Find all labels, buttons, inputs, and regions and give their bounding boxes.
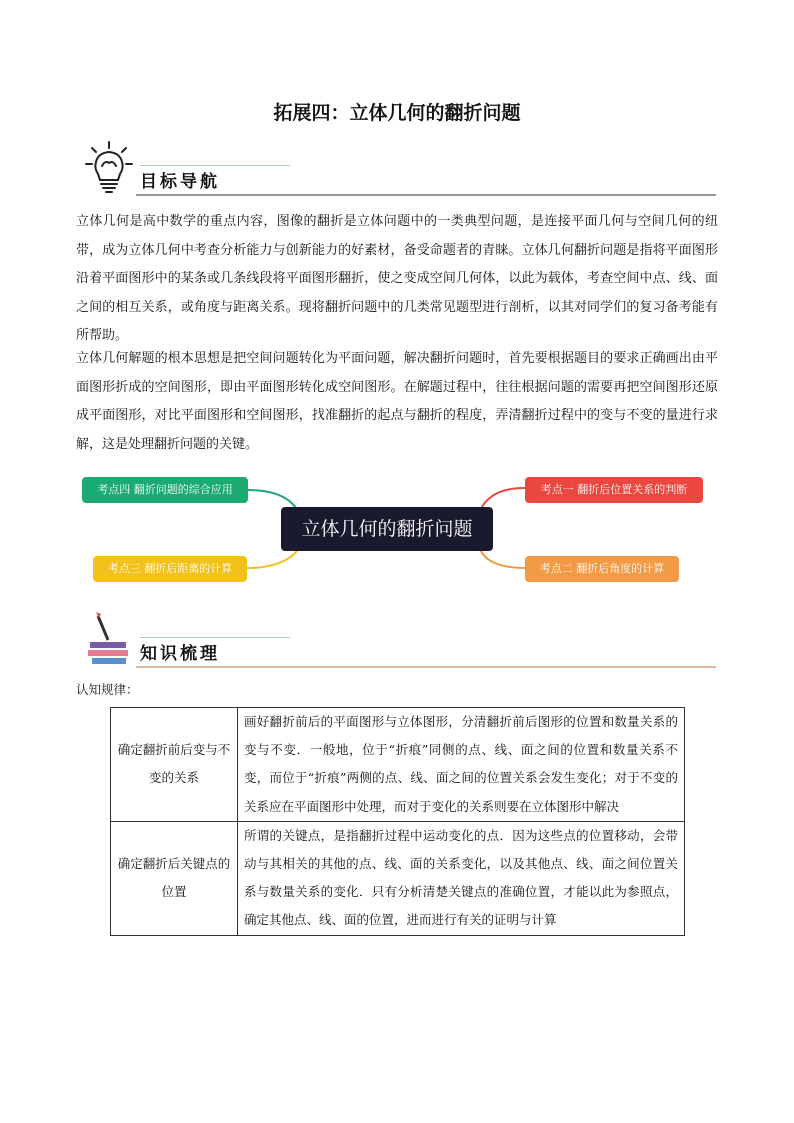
mindmap bbox=[0, 470, 794, 600]
lightbulb-brain-icon bbox=[84, 140, 134, 198]
mindmap-center: 立体几何的翻折问题 bbox=[281, 507, 493, 551]
mindmap-node-3: 考点三 翻折后距离的计算 bbox=[93, 556, 247, 582]
section-title-knowledge: 知识梳理 bbox=[140, 644, 220, 664]
header-accent-line bbox=[140, 165, 290, 166]
header-divider bbox=[136, 666, 716, 668]
table-row-head: 确定翻折后关键点的位置 bbox=[111, 821, 238, 935]
section-header-knowledge bbox=[76, 612, 716, 672]
mindmap-node-1: 考点一 翻折后位置关系的判断 bbox=[525, 477, 703, 503]
section-header-goals bbox=[76, 140, 716, 200]
table-row bbox=[111, 708, 685, 822]
header-divider bbox=[136, 194, 716, 196]
page-title: 拓展四：立体几何的翻折问题 bbox=[273, 102, 521, 124]
table-row-content: 所谓的关键点，是指翻折过程中运动变化的点．因为这些点的位置移动，会带动与其相关的其他的点、线、面的关系变化，以及其他点、线、面之间位置关系与数量关系的变化．只有分析清楚关键点的准确位置，才能以此为参照点，确定其他点、线、面的位置，进而进行有关的证明与计算 bbox=[238, 821, 685, 935]
knowledge-table bbox=[110, 707, 685, 936]
cognitive-rules-label: 认知规律： bbox=[76, 682, 139, 697]
mindmap-node-4: 考点四 翻折问题的综合应用 bbox=[82, 477, 248, 503]
mindmap-node-2: 考点二 翻折后角度的计算 bbox=[525, 556, 679, 582]
books-icon bbox=[84, 612, 134, 666]
table-row bbox=[111, 821, 685, 935]
section-title-goals: 目标导航 bbox=[140, 172, 220, 192]
table-row-head: 确定翻折前后变与不变的关系 bbox=[111, 708, 238, 822]
intro-paragraph-2: 立体几何解题的根本思想是把空间问题转化为平面问题，解决翻折问题时，首先要根据题目的要求正确画出由平面图形折成的空间图形，即由平面图形转化成空间图形。在解题过程中，往往根据问题的需要再把空间图形还原成平面图形，对比平面图形和空间图形，找准翻折的起点与翻折的程度，弄清翻折过程中的变与不变的量进行求解，这是处理翻折问题的关键。 bbox=[76, 351, 718, 452]
table-row-content: 画好翻折前后的平面图形与立体图形，分清翻折前后图形的位置和数量关系的变与不变．一般地，位于“折痕”同侧的点、线、面之间的位置和数量关系不变，而位于“折痕”两侧的点、线、面之间的位置关系会发生变化；对于不变的关系应在平面图形中处理，而对于变化的关系则要在立体图形中解决 bbox=[238, 708, 685, 822]
intro-paragraph-1: 立体几何是高中数学的重点内容，图像的翻折是立体问题中的一类典型问题，是连接平面几何与空间几何的纽带，成为立体几何中考查分析能力与创新能力的好素材，备受命题者的青睐。立体几何翻折问题是指将平面图形沿着平面图形中的某条或几条线段将平面图形翻折，使之变成空间几何体，以此为载体，考查空间中点、线、面之间的相互关系，或角度与距离关系。现将翻折问题中的几类常见题型进行剖析，以其对同学们的复习备考能有所帮助。 bbox=[76, 214, 718, 343]
header-accent-line bbox=[140, 637, 290, 638]
